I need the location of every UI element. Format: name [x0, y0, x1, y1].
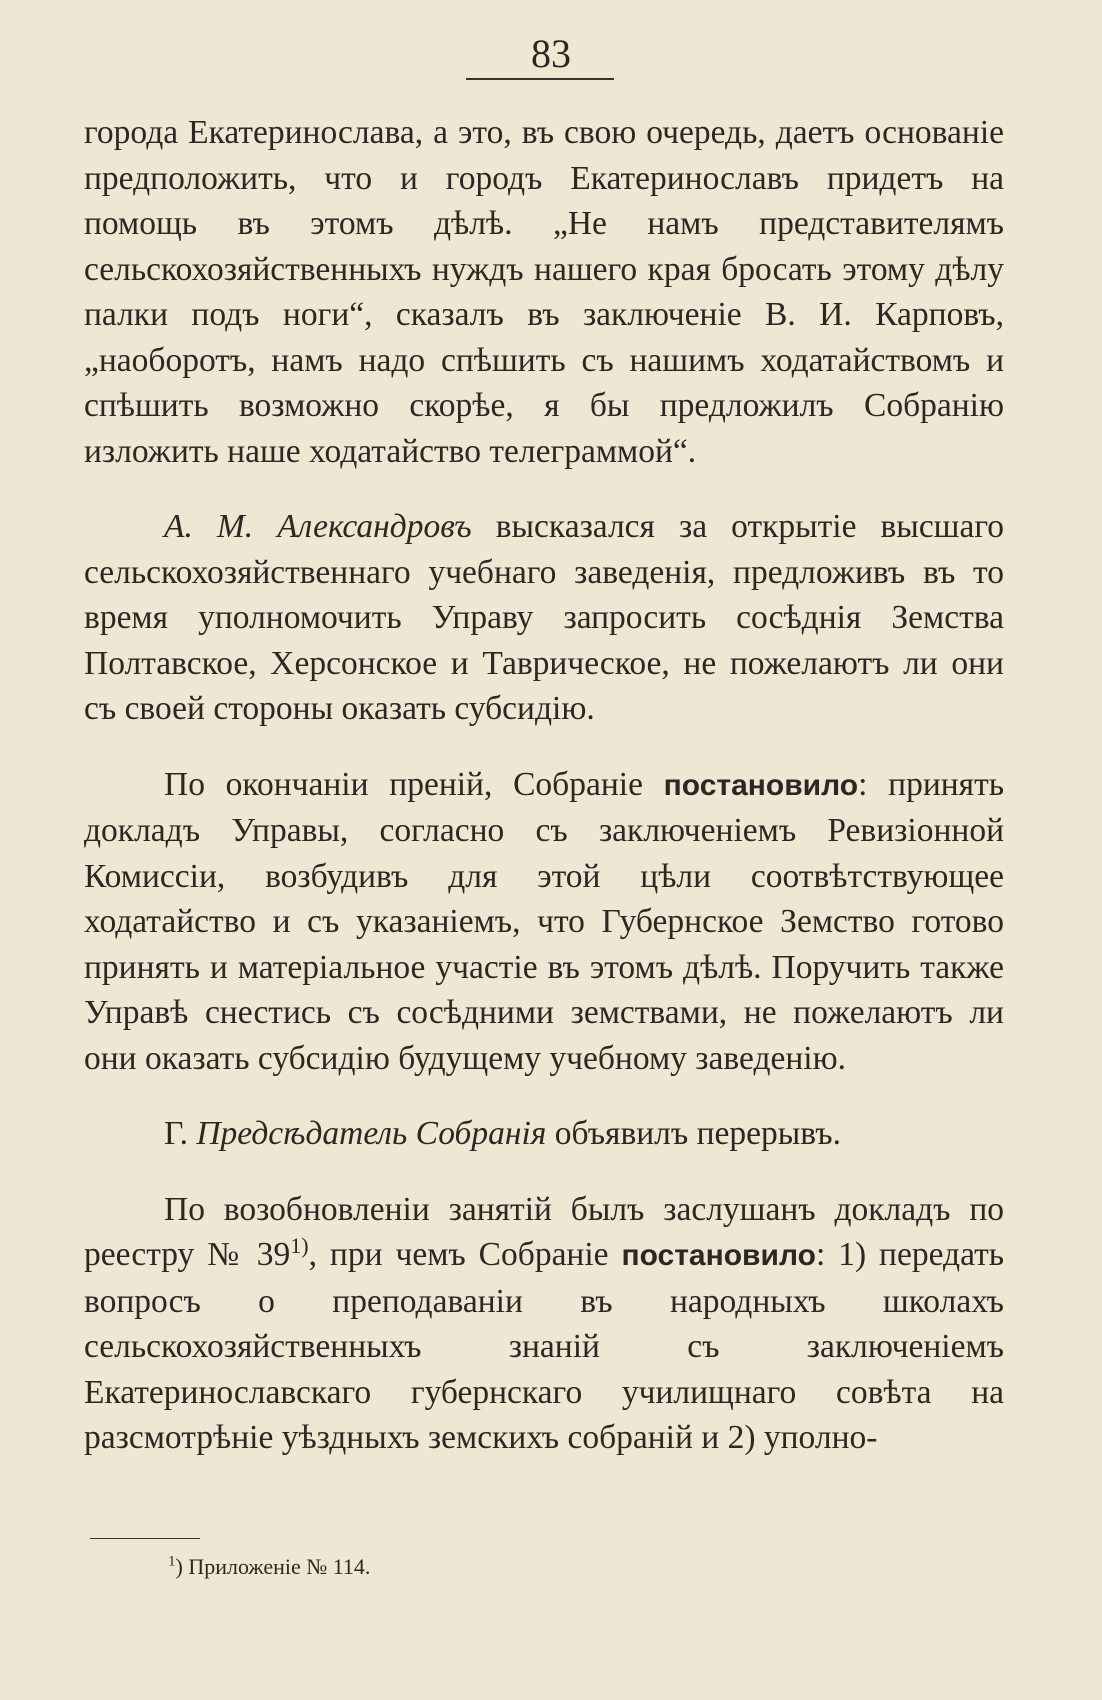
paragraph-text: города Екатеринослава, а это, въ свою очередь, даетъ основанiе предположить, что и городъ Екатеринославъ придетъ на помощь въ этомъ дѣлѣ. „Не намъ представителямъ сельскохозяйственныхъ нуждъ нашего края бросать этому дѣлу палки подъ ноги“, сказалъ въ заключенiе В. И. Карповъ, „наоборотъ, намъ надо спѣшить съ нашимъ ходатайствомъ и спѣшить возможно скорѣе, я бы предложилъ Собранiю изложить наше ходатайство телеграммой“.: [84, 114, 1004, 470]
resolution-keyword: постановило: [663, 768, 859, 802]
speaker-name: Предсѣдатель Собранiя: [196, 1115, 547, 1152]
resolution-keyword: постановило: [621, 1239, 816, 1272]
footnote-rule: [90, 1538, 200, 1539]
paragraph-aleksandrov: [84, 504, 1004, 732]
paragraph-resolution: [84, 762, 1004, 1082]
paragraph-text: По возобновленiи занятiй былъ заслушанъ докладъ по реестру № 39: [84, 1190, 1004, 1273]
paragraph-text: высказался за открытiе высшаго сельскохозяйственнаго учебнаго заведенiя, предложивъ въ то время уполномочить Управу запросить сосѣднiя Земства Полтавское, Херсонское и Таврическое, не пожелаютъ ли они съ своей стороны оказать субсидiю.: [84, 508, 1005, 727]
footnote-mark: 1: [168, 1553, 176, 1570]
paragraph-text: По окончанiи пренiй, Собранiе: [164, 765, 664, 803]
paragraph-text: : 1) передать вопросъ о преподаванiи въ народныхъ школахъ сельскохозяйственныхъ знанiй съ заключенiемъ Екатеринославскаго губернскаго училищнаго совѣта на разсмотрѣнiе уѣздныхъ земскихъ собранiй и 2) уполно-: [84, 1236, 1004, 1456]
footnote-reference: 1): [290, 1232, 309, 1258]
footnote-text: ) Приложенiе № 114.: [175, 1554, 371, 1579]
body-text: [84, 110, 1004, 1461]
footnote: [168, 1552, 370, 1582]
paragraph-text: : принять докладъ Управы, согласно съ заключенiемъ Ревизiонной Комиссiи, возбудивъ для этой цѣли соотвѣтствующее ходатайство и съ указанiемъ, что Губернское Земство готово принять и матерiальное участiе въ этомъ дѣлѣ. Поручить также Управѣ снестись съ сосѣдними земствами, не пожелаютъ ли они оказать субсидiю будущему учебному заведенiю.: [84, 765, 1004, 1077]
page-number-rule: [466, 78, 614, 80]
speaker-prefix: Г.: [164, 1115, 197, 1152]
paragraph-text: объявилъ перерывъ.: [546, 1115, 841, 1152]
paragraph-resumption: [84, 1187, 1004, 1461]
paragraph-recess: [84, 1111, 1004, 1157]
paragraph-karpov-speech: [84, 110, 1004, 474]
speaker-name: А. М. Александровъ: [164, 508, 472, 545]
page-number: 83: [531, 31, 571, 76]
paragraph-text: , при чемъ Собранiе: [308, 1236, 622, 1273]
